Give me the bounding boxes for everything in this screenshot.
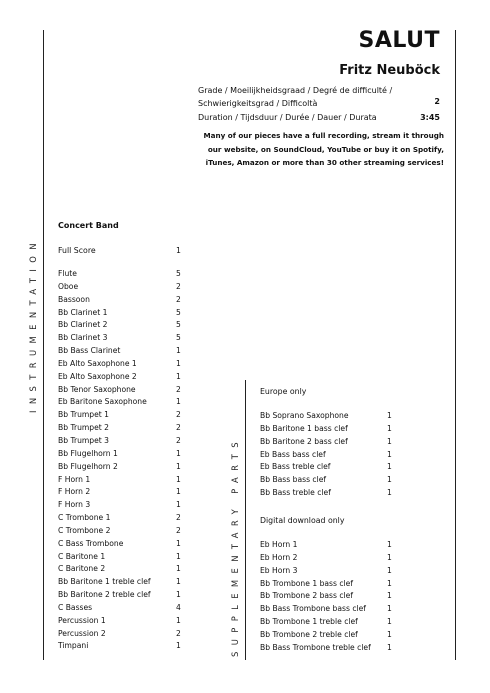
part-name: Bb Soprano Saxophone (260, 411, 349, 420)
part-row (260, 487, 396, 500)
europe-only-heading: Europe only (260, 387, 307, 396)
part-quantity: 1 (387, 565, 392, 575)
part-name: Bb Bass bass clef (260, 475, 327, 485)
part-row (260, 461, 396, 474)
part-row (58, 281, 188, 294)
part-quantity: 1 (387, 617, 392, 627)
part-quantity: 1 (387, 462, 392, 472)
part-name: Bb Flugelhorn 2 (58, 461, 118, 471)
part-quantity: 1 (387, 604, 392, 614)
left-rule (43, 30, 44, 660)
supplementary-rule (245, 380, 246, 660)
part-name: Bb Trombone 1 bass clef (260, 578, 354, 588)
part-quantity: 1 (176, 615, 181, 625)
part-name: Eb Bass bass clef (260, 449, 326, 459)
part-row (58, 461, 188, 474)
part-quantity: 1 (387, 552, 392, 562)
part-quantity: 1 (176, 461, 181, 471)
part-row (58, 615, 188, 628)
concert-band-parts (58, 268, 188, 653)
part-quantity: 5 (176, 269, 181, 278)
part-name: C Baritone 1 (58, 551, 106, 561)
part-name: Bb Baritone 2 bass clef (260, 436, 348, 446)
part-row (58, 358, 188, 371)
part-name: F Horn 1 (58, 474, 91, 484)
part-name: F Horn 2 (58, 487, 91, 497)
part-name: Eb Alto Saxophone 2 (58, 371, 137, 381)
part-name: C Trombone 1 (58, 513, 111, 523)
part-quantity: 1 (387, 423, 392, 433)
part-name: Eb Horn 2 (260, 552, 298, 562)
part-name: Timpani (58, 641, 89, 651)
part-name: Bb Trumpet 3 (58, 435, 110, 445)
part-name: C Baritone 2 (58, 564, 106, 574)
part-name: C Trombone 2 (58, 525, 111, 535)
part-row (260, 578, 396, 591)
instrumentation-side-label: INSTRUMENTATION (28, 237, 38, 413)
part-row (260, 616, 396, 629)
part-quantity: 1 (176, 474, 181, 484)
part-quantity: 1 (387, 642, 392, 652)
part-quantity: 1 (387, 591, 392, 601)
part-name: Bb Flugelhorn 1 (58, 448, 118, 458)
part-quantity: 2 (176, 423, 181, 433)
digital-only-heading: Digital download only (260, 516, 345, 525)
part-name: Bassoon (58, 294, 90, 304)
part-quantity: 1 (176, 371, 181, 381)
part-quantity: 1 (176, 487, 181, 497)
part-name: Bb Clarinet 2 (58, 320, 108, 330)
part-name: Bb Trumpet 2 (58, 423, 110, 433)
part-quantity: 2 (176, 513, 181, 523)
duration-value: 3:45 (420, 113, 440, 122)
full-score-name: Full Score (58, 246, 96, 255)
part-row (58, 332, 188, 345)
part-row (58, 371, 188, 384)
part-name: C Basses (58, 602, 93, 612)
part-quantity: 2 (176, 435, 181, 445)
part-row (58, 512, 188, 525)
part-row (58, 551, 188, 564)
part-row (260, 539, 396, 552)
part-quantity: 5 (176, 307, 181, 317)
duration-label: Duration / Tijdsduur / Durée / Dauer / Durata (198, 113, 377, 122)
part-name: Flute (58, 269, 77, 278)
part-row (58, 474, 188, 487)
part-quantity: 1 (176, 577, 181, 587)
part-row (260, 565, 396, 578)
part-name: Bb Trombone 1 treble clef (260, 617, 358, 627)
part-name: Bb Trombone 2 bass clef (260, 591, 354, 601)
part-quantity: 1 (176, 448, 181, 458)
part-name: Eb Bass treble clef (260, 462, 331, 472)
part-row (58, 576, 188, 589)
part-quantity: 2 (176, 384, 181, 394)
grade-label: Grade / Moeilijkheidsgraad / Degré de difficulté / Schwierigkeitsgrad / Difficoltà (198, 86, 393, 108)
part-quantity: 1 (387, 411, 392, 420)
part-name: Bb Tenor Saxophone (58, 384, 136, 394)
streaming-note: Many of our pieces have a full recording, stream it through our website, on SoundCloud, YouTube or buy it on Spotify, iTunes, Amazon or more than 30 other streaming services! (203, 131, 444, 168)
part-quantity: 2 (176, 281, 181, 291)
part-quantity: 1 (176, 358, 181, 368)
part-row (58, 435, 188, 448)
part-quantity: 2 (176, 410, 181, 420)
part-quantity: 1 (387, 436, 392, 446)
part-quantity: 1 (387, 540, 392, 549)
part-quantity: 4 (176, 602, 181, 612)
right-rule (455, 30, 456, 660)
part-row (58, 345, 188, 358)
part-row (58, 422, 188, 435)
part-quantity: 2 (176, 294, 181, 304)
part-quantity: 2 (176, 525, 181, 535)
piece-title: SALUT (358, 28, 440, 53)
part-row (58, 268, 188, 281)
part-row (260, 436, 396, 449)
part-row (58, 396, 188, 409)
part-row (260, 552, 396, 565)
part-row (260, 423, 396, 436)
part-name: Oboe (58, 281, 79, 291)
part-quantity: 1 (176, 590, 181, 600)
grade-value: 2 (434, 97, 440, 106)
part-name: Bb Bass Clarinet (58, 346, 121, 356)
part-row (58, 538, 188, 551)
part-row (260, 474, 396, 487)
full-score-qty: 1 (176, 246, 181, 255)
part-quantity: 1 (176, 500, 181, 510)
part-row (58, 486, 188, 499)
part-name: Bb Clarinet 1 (58, 307, 108, 317)
part-row (260, 603, 396, 616)
part-quantity: 1 (387, 578, 392, 588)
part-row (58, 563, 188, 576)
part-quantity: 5 (176, 320, 181, 330)
part-row (260, 642, 396, 655)
part-quantity: 1 (176, 538, 181, 548)
part-name: Bb Clarinet 3 (58, 333, 108, 343)
part-name: Eb Horn 3 (260, 565, 298, 575)
part-name: Bb Trombone 2 treble clef (260, 629, 358, 639)
part-quantity: 1 (387, 629, 392, 639)
part-quantity: 1 (387, 488, 392, 498)
part-name: Percussion 1 (58, 615, 106, 625)
part-quantity: 1 (176, 564, 181, 574)
part-row (58, 499, 188, 512)
europe-only-parts (260, 410, 396, 500)
part-row (58, 628, 188, 641)
part-row (58, 602, 188, 615)
part-row (58, 640, 188, 653)
part-row (58, 448, 188, 461)
part-quantity: 1 (176, 551, 181, 561)
part-row (58, 319, 188, 332)
part-name: Eb Alto Saxophone 1 (58, 358, 137, 368)
part-row (260, 410, 396, 423)
part-row (58, 307, 188, 320)
digital-only-parts (260, 539, 396, 655)
part-name: Eb Baritone Saxophone (58, 397, 147, 407)
part-name: F Horn 3 (58, 500, 91, 510)
part-quantity: 5 (176, 333, 181, 343)
part-name: Percussion 2 (58, 628, 106, 638)
part-row (58, 294, 188, 307)
part-name: Bb Bass Trombone treble clef (260, 642, 371, 652)
composer-name: Fritz Neuböck (339, 63, 440, 78)
part-quantity: 1 (176, 641, 181, 651)
part-quantity: 1 (176, 346, 181, 356)
part-quantity: 1 (176, 397, 181, 407)
concert-band-heading: Concert Band (58, 221, 119, 230)
part-name: Bb Bass treble clef (260, 488, 331, 498)
part-row (58, 409, 188, 422)
part-quantity: 1 (387, 475, 392, 485)
supplementary-side-label: SUPPLEMENTARY PARTS (230, 435, 240, 657)
part-name: Bb Trumpet 1 (58, 410, 110, 420)
part-row (260, 590, 396, 603)
part-row (58, 384, 188, 397)
part-name: Eb Horn 1 (260, 540, 298, 549)
part-name: Bb Baritone 1 bass clef (260, 423, 348, 433)
part-row (260, 449, 396, 462)
part-quantity: 1 (387, 449, 392, 459)
part-quantity: 2 (176, 628, 181, 638)
part-name: Bb Baritone 2 treble clef (58, 590, 151, 600)
part-name: Bb Baritone 1 treble clef (58, 577, 151, 587)
part-name: Bb Bass Trombone bass clef (260, 604, 366, 614)
part-name: C Bass Trombone (58, 538, 124, 548)
part-row (260, 629, 396, 642)
part-row (58, 589, 188, 602)
part-row (58, 525, 188, 538)
